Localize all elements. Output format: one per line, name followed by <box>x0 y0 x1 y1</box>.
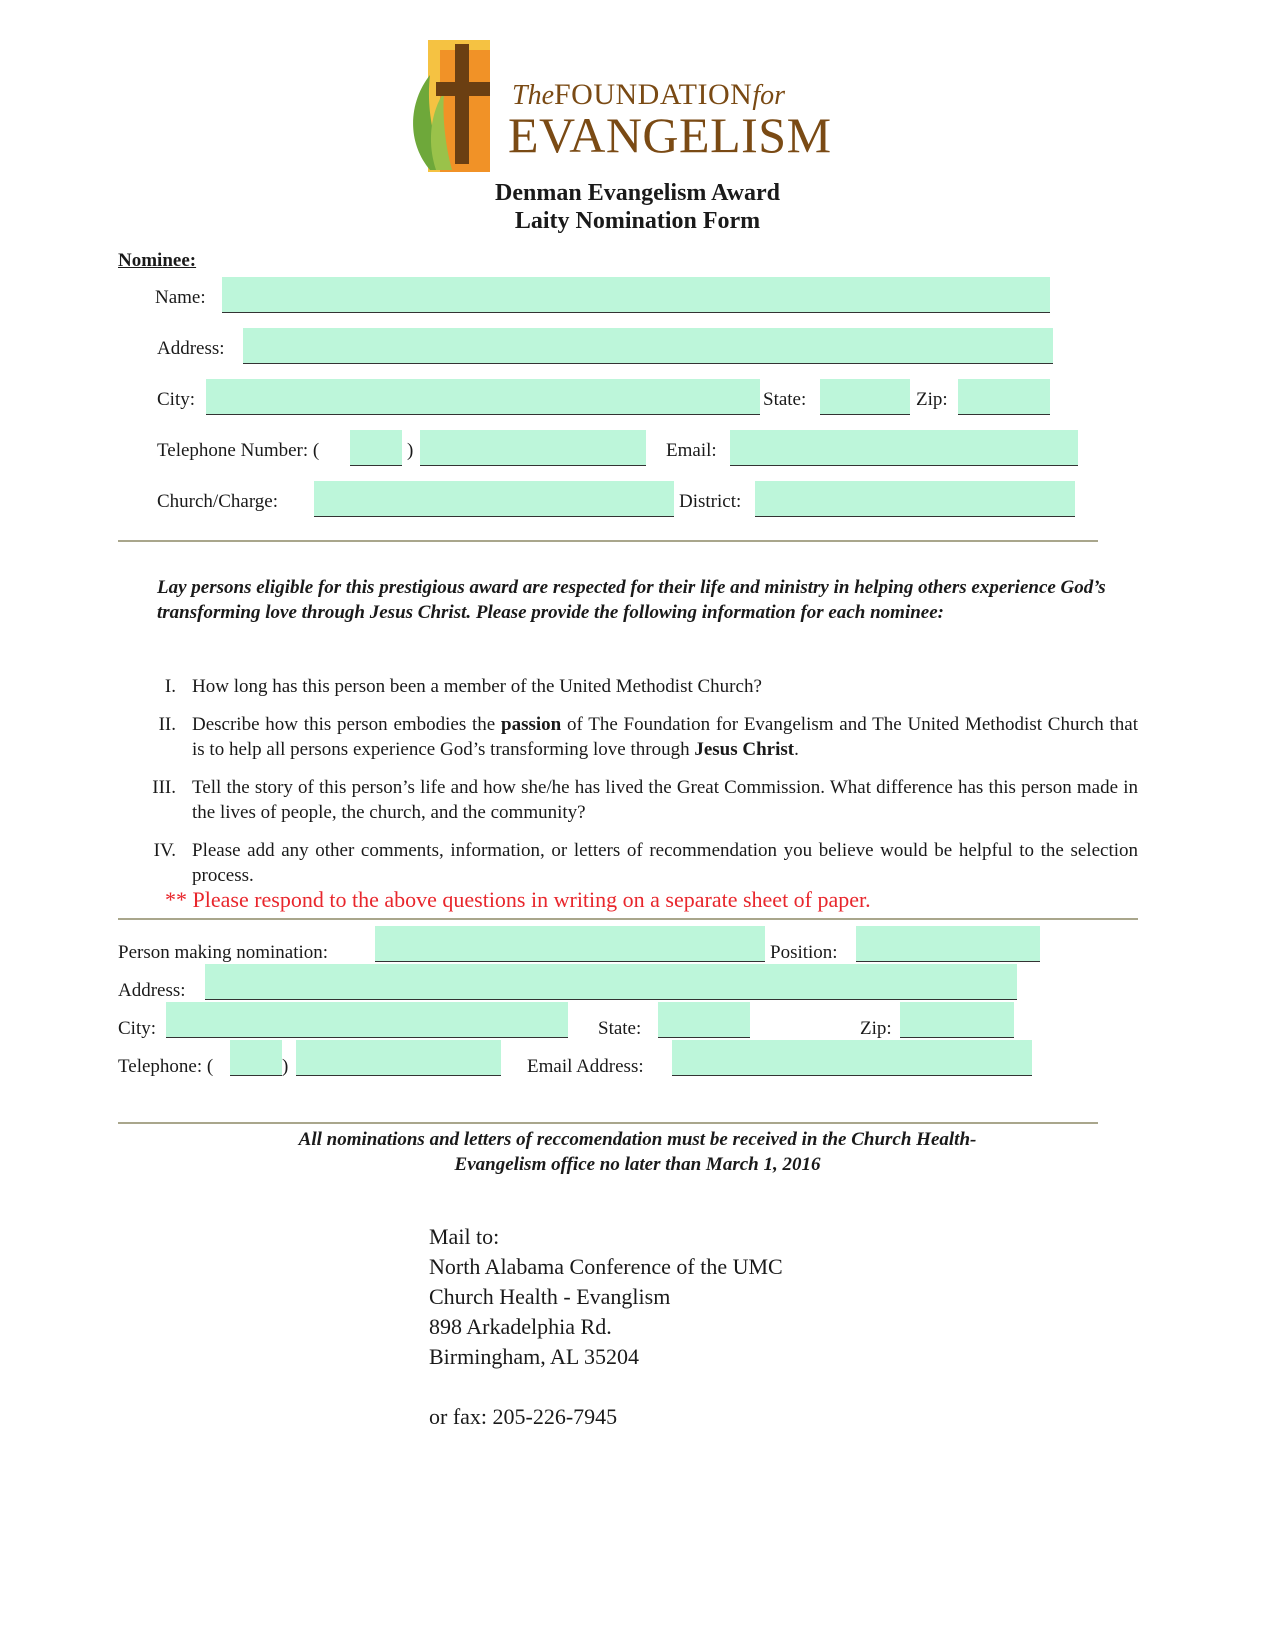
nominee-phone-label: Telephone Number: ( <box>157 440 320 461</box>
question-2-number: II. <box>158 714 176 735</box>
question-4 <box>153 838 1138 888</box>
nominee-phone-input[interactable] <box>420 430 646 466</box>
nominator-position-label: Position: <box>770 942 838 963</box>
question-3-number: III. <box>152 777 176 798</box>
question-3-text: Tell the story of this person’s life and how she/he has lived the Great Commission. What difference has this person made in the lives of people, the church, and the community? <box>192 777 1138 823</box>
nominator-area-code-input[interactable] <box>230 1040 282 1076</box>
nominee-church-input[interactable] <box>314 481 674 517</box>
logo-for: for <box>752 80 786 111</box>
deadline-line1: All nominations and letters of reccomendation must be received in the Church Health- <box>298 1129 977 1150</box>
nominee-name-label: Name: <box>155 287 206 308</box>
nominee-city-label: City: <box>157 389 196 410</box>
nominee-address-input[interactable] <box>243 328 1053 364</box>
nominator-phone-label: Telephone: ( <box>118 1056 214 1077</box>
nominator-city-input[interactable] <box>166 1002 568 1038</box>
section-divider-3 <box>118 1122 1098 1124</box>
nominee-state-label: State: <box>763 389 807 410</box>
mail-line-1: Mail to: <box>429 1224 500 1249</box>
mail-line-4: 898 Arkadelphia Rd. <box>429 1314 612 1339</box>
nominee-heading: Nominee: <box>118 250 197 271</box>
mail-line-2: North Alabama Conference of the UMC <box>429 1254 783 1279</box>
respond-note: ** Please respond to the above questions in writing on a separate sheet of paper. <box>165 887 871 912</box>
nominator-city-label: City: <box>118 1018 157 1039</box>
form-title-line1: Denman Evangelism Award <box>495 180 780 206</box>
nominee-area-code-input[interactable] <box>350 430 402 466</box>
nominator-zip-input[interactable] <box>900 1002 1014 1038</box>
question-1 <box>164 674 1138 699</box>
section-divider <box>118 540 1098 542</box>
cross-leaf-logo-icon <box>400 30 520 180</box>
question-4-number: IV. <box>153 840 176 861</box>
nominee-phone-close-paren: ) <box>407 440 414 461</box>
nominator-position-input[interactable] <box>856 926 1040 962</box>
deadline-line2: Evangelism office no later than March 1, 2016 <box>454 1154 821 1175</box>
section-divider-2 <box>118 918 1138 920</box>
form-title-line2: Laity Nomination Form <box>514 208 761 234</box>
nominator-state-label: State: <box>598 1018 642 1039</box>
nominee-email-label: Email: <box>666 440 717 461</box>
nominee-city-input[interactable] <box>206 379 760 415</box>
nominator-state-input[interactable] <box>658 1002 750 1038</box>
mail-line-3: Church Health - Evanglism <box>429 1284 671 1309</box>
nominator-person-input[interactable] <box>375 926 765 962</box>
nominee-state-input[interactable] <box>820 379 910 415</box>
nominee-district-label: District: <box>679 491 742 512</box>
nominee-email-input[interactable] <box>730 430 1078 466</box>
logo <box>400 30 840 180</box>
nominator-address-label: Address: <box>118 980 186 1001</box>
logo-evangelism: EVANGELISM <box>508 107 832 163</box>
question-3 <box>152 775 1138 825</box>
nominator-phone-close-paren: ) <box>282 1056 289 1077</box>
nominee-church-label: Church/Charge: <box>157 491 279 512</box>
fax-line: or fax: 205-226-7945 <box>429 1404 618 1429</box>
nominator-zip-label: Zip: <box>860 1018 892 1039</box>
nominator-address-input[interactable] <box>205 964 1017 1000</box>
nominator-email-input[interactable] <box>672 1040 1032 1076</box>
question-1-text: How long has this person been a member of the United Methodist Church? <box>192 676 762 697</box>
mail-to-block <box>429 1222 783 1432</box>
nominee-address-label: Address: <box>157 338 225 359</box>
logo-the: The <box>512 80 554 111</box>
question-1-number: I. <box>164 676 176 697</box>
question-2 <box>158 712 1138 762</box>
nominee-zip-label: Zip: <box>916 389 948 410</box>
nominator-email-label: Email Address: <box>527 1056 644 1077</box>
nominee-zip-input[interactable] <box>958 379 1050 415</box>
nominator-person-label: Person making nomination: <box>118 942 329 963</box>
question-4-text: Please add any other comments, information, or letters of recommendation you believe would be helpful to the selection process. <box>192 840 1138 886</box>
mail-line-5: Birmingham, AL 35204 <box>429 1344 640 1369</box>
logo-foundation: FOUNDATION <box>554 78 753 111</box>
intro-paragraph: Lay persons eligible for this prestigious award are respected for their life and ministry in helping others experience God’s transforming love through Jesus Christ. Please provide the following information for each nominee: <box>157 577 1106 623</box>
question-2-text: Describe how this person embodies the passion of The Foundation for Evangelism and The United Methodist Church that is to help all persons experience God’s transforming love through Jesus Christ. <box>192 714 1138 760</box>
nominee-name-input[interactable] <box>222 277 1050 313</box>
nominee-district-input[interactable] <box>755 481 1075 517</box>
nominator-phone-input[interactable] <box>296 1040 501 1076</box>
